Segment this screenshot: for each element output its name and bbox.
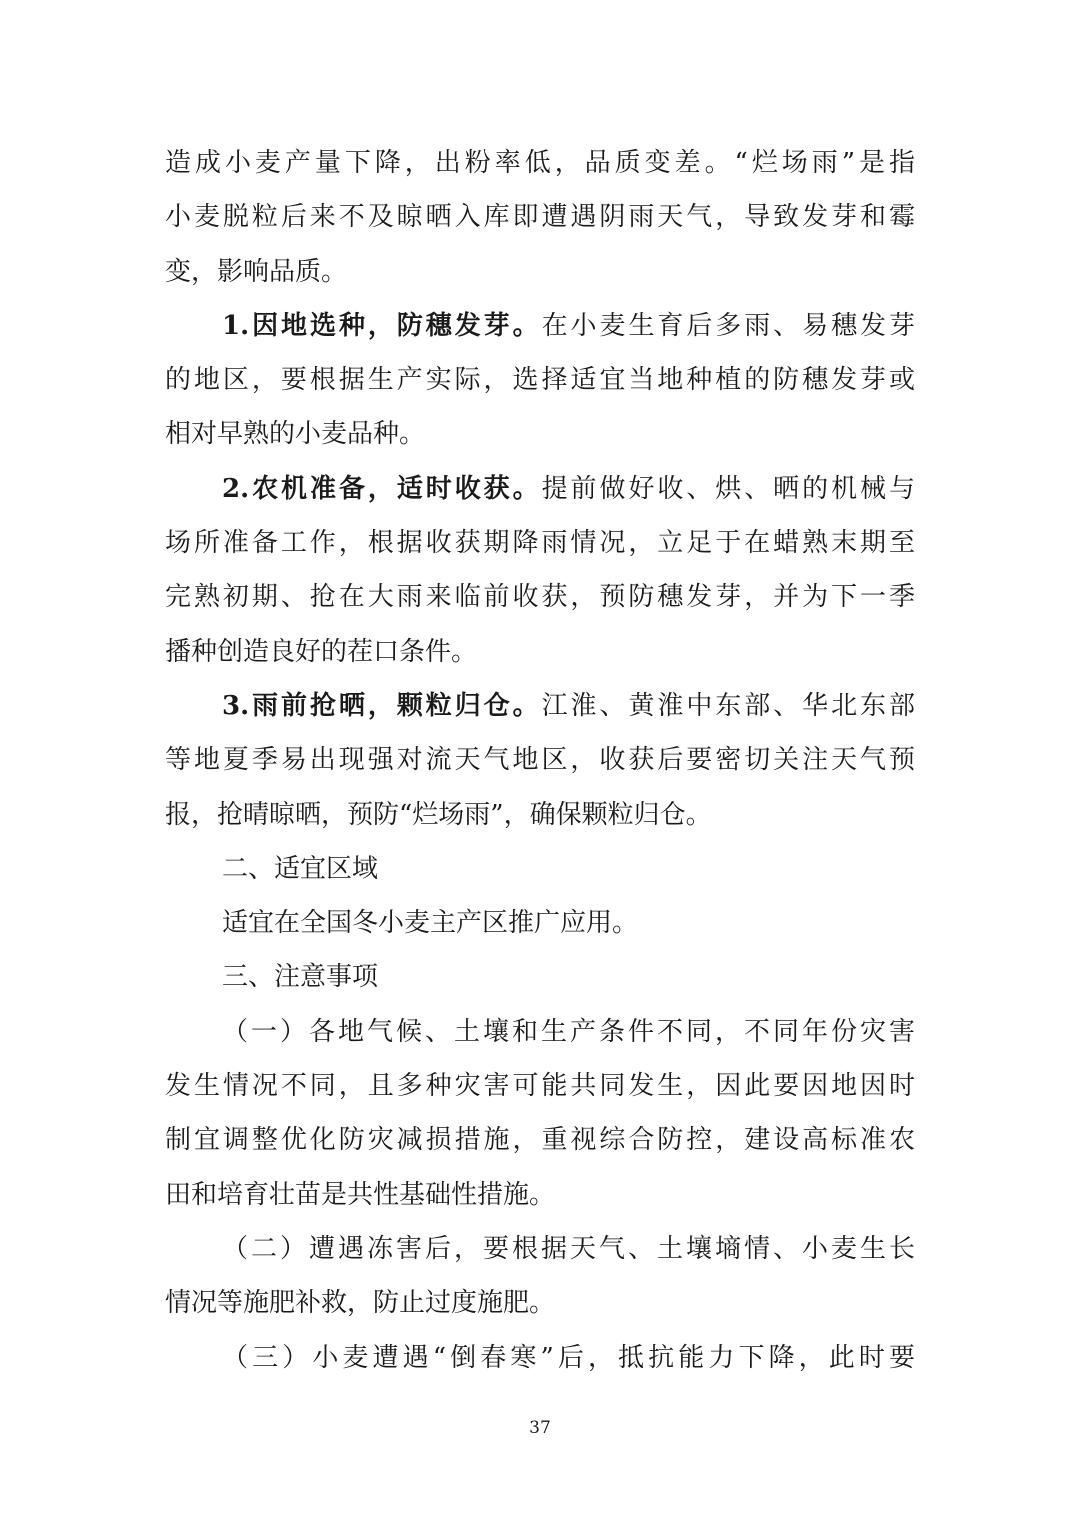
text: 江淮、黄淮中东部、华北东部: [541, 690, 915, 721]
paragraph-line: [165, 299, 915, 353]
text-line: 相对早熟的小麦品种。: [165, 419, 426, 450]
text-line: 报，抢晴晾晒，预防“烂场雨”，确保颗粒归仓。: [165, 799, 712, 830]
text-line: 适宜在全国冬小麦主产区推广应用。: [222, 908, 639, 939]
text-line: 等地夏季易出现强对流天气地区，收获后要密切关注天气预: [165, 745, 915, 776]
text-line: 的地区，要根据生产实际，选择适宜当地种植的防穗发芽或: [165, 365, 915, 396]
text-line: 田和培育壮苗是共性基础性措施。: [165, 1179, 556, 1210]
text-line: 变，影响品质。: [165, 256, 348, 287]
text-line: 播种创造良好的茬口条件。: [165, 636, 478, 667]
page-number: 37: [529, 1418, 551, 1438]
text-line: （三）小麦遭遇“倒春寒”后，抵抗能力下降，此时要: [222, 1342, 915, 1373]
paragraph-heading: 2.农机准备，适时收获。: [222, 473, 542, 504]
text-line: 小麦脱粒后来不及晾晒入库即遭遇阴雨天气，导致发芽和霉: [165, 202, 915, 233]
document-body: [165, 136, 915, 1385]
text-line: 情况等施肥补救，防止过度施肥。: [165, 1288, 556, 1319]
paragraph-heading: 3.雨前抢晒，颗粒归仓。: [222, 690, 542, 721]
text-line: （一）各地气候、土壤和生产条件不同，不同年份灾害: [222, 1016, 915, 1047]
text: 提前做好收、烘、晒的机械与: [541, 473, 915, 504]
section-heading: 二、适宜区域: [222, 853, 379, 884]
text-line: 完熟初期、抢在大雨来临前收获，预防穗发芽，并为下一季: [165, 582, 915, 613]
text-line: 造成小麦产量下降，出粉率低，品质变差。“烂场雨”是指: [165, 148, 915, 178]
text-line: （二）遭遇冻害后，要根据天气、土壤墒情、小麦生长: [222, 1233, 915, 1264]
section-heading: 三、注意事项: [222, 962, 379, 993]
paragraph-line: [165, 679, 915, 733]
text: 在小麦生育后多雨、易穗发芽: [541, 310, 915, 341]
paragraph-heading: 1.因地选种，防穗发芽。: [222, 310, 542, 341]
paragraph-line: [165, 462, 915, 516]
text-line: 制宜调整优化防灾减损措施，重视综合防控，建设高标准农: [165, 1125, 915, 1156]
text-line: 场所准备工作，根据收获期降雨情况，立足于在蜡熟末期至: [165, 528, 915, 559]
text-line: 发生情况不同，且多种灾害可能共同发生，因此要因地因时: [165, 1071, 915, 1102]
